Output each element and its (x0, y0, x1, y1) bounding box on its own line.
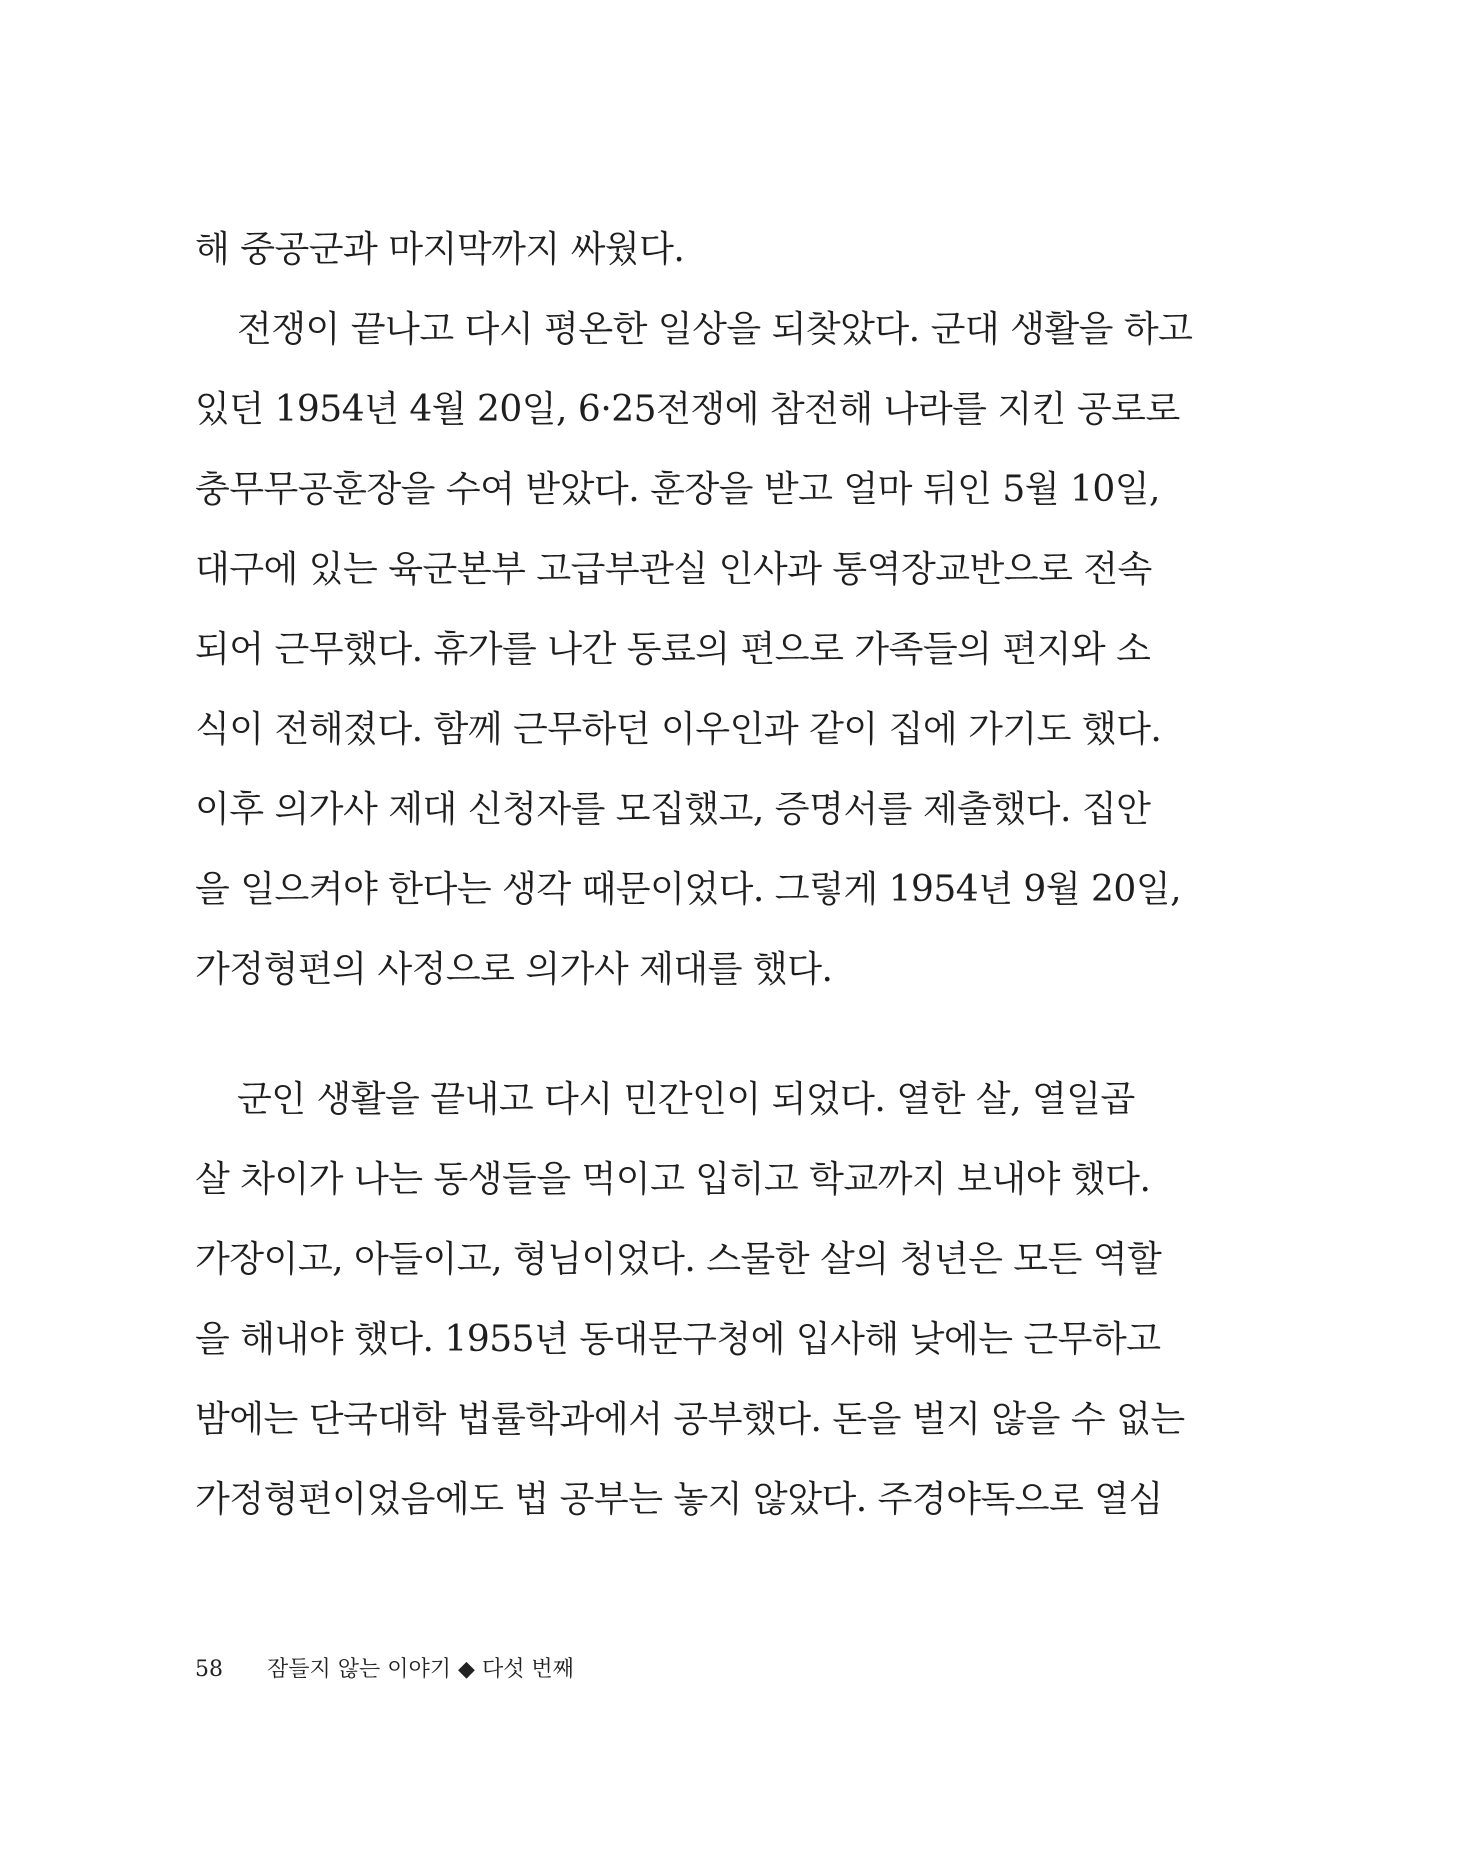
volume-label: 다섯 번째 (481, 1657, 574, 1682)
text-line: 군인 생활을 끝내고 다시 민간인이 되었다. 열한 살, 열일곱 (237, 1079, 1135, 1120)
text-line: 되어 근무했다. 휴가를 나간 동료의 편으로 가족들의 편지와 소 (195, 629, 1151, 670)
text-line: 식이 전해졌다. 함께 근무하던 이우인과 같이 집에 가기도 했다. (195, 709, 1162, 750)
text-line: 밤에는 단국대학 법률학과에서 공부했다. 돈을 벌지 않을 수 없는 (195, 1399, 1185, 1440)
text-line: 을 일으켜야 한다는 생각 때문이었다. 그렇게 1954년 9월 20일, (195, 869, 1182, 910)
text-line: 대구에 있는 육군본부 고급부관실 인사과 통역장교반으로 전속 (195, 549, 1152, 590)
text-line: 이후 의가사 제대 신청자를 모집했고, 증명서를 제출했다. 집안 (195, 789, 1151, 830)
text-line: 살 차이가 나는 동생들을 먹이고 입히고 학교까지 보내야 했다. (195, 1159, 1151, 1200)
text-line: 해 중공군과 마지막까지 싸웠다. (195, 229, 685, 270)
page-footer (195, 1655, 574, 1685)
text-line: 있던 1954년 4월 20일, 6·25전쟁에 참전해 나라를 지킨 공로로 (195, 389, 1180, 430)
page-number: 58 (195, 1657, 223, 1682)
book-title: 잠들지 않는 이야기 (267, 1657, 452, 1682)
text-line: 충무무공훈장을 수여 받았다. 훈장을 받고 얼마 뒤인 5월 10일, (195, 469, 1160, 510)
text-line: 전쟁이 끝나고 다시 평온한 일상을 되찾았다. 군대 생활을 하고 (237, 309, 1193, 350)
text-line: 가장이고, 아들이고, 형님이었다. 스물한 살의 청년은 모든 역할 (195, 1239, 1162, 1280)
text-line: 가정형편의 사정으로 의가사 제대를 했다. (195, 949, 833, 990)
text-line: 을 해내야 했다. 1955년 동대문구청에 입사해 낮에는 근무하고 (195, 1319, 1161, 1360)
diamond-separator-icon: ◆ (458, 1657, 475, 1682)
text-line: 가정형편이었음에도 법 공부는 놓지 않았다. 주경야독으로 열심 (195, 1479, 1163, 1520)
